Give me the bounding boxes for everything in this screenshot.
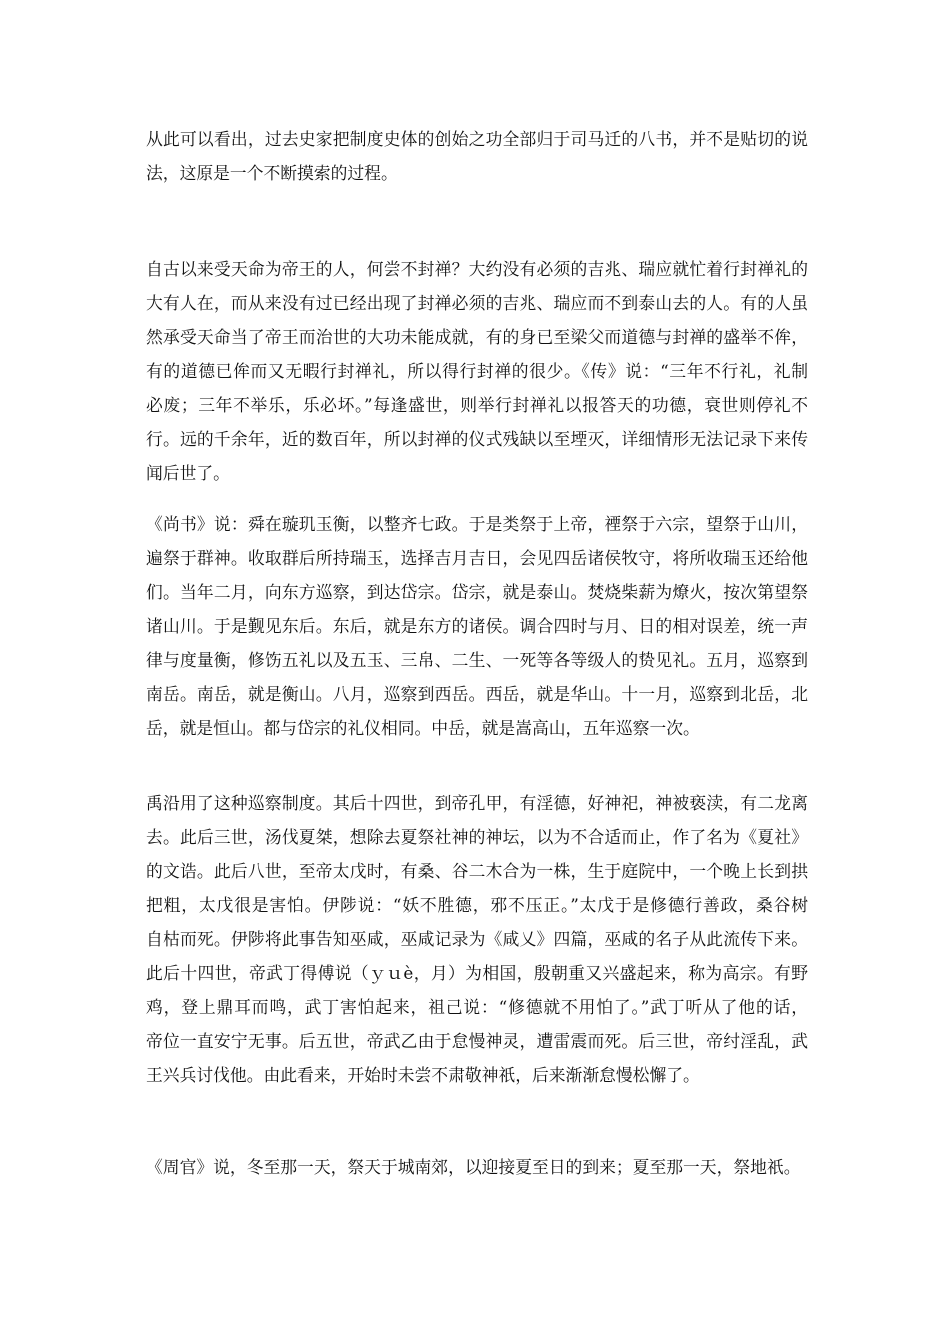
text-line: 然承受天命当了帝王而治世的大功未能成就，有的身已至梁父而道德与封禅的盛举不侔， xyxy=(146,327,808,347)
text-line: 禹沿用了这种巡察制度。其后十四世，到帝孔甲，有淫德，好神祀，神被亵渎，有二龙离 xyxy=(146,793,808,813)
text-line: 大有人在，而从来没有过已经出现了封禅必须的吉兆、瑞应而不到泰山去的人。有的人虽 xyxy=(146,293,808,313)
text-line: 把粗，太戊很是害怕。伊陟说：“妖不胜德，邪不压正。”太戊于是修德行善政，桑谷树 xyxy=(146,895,808,915)
paragraph-4 xyxy=(146,786,808,1092)
text-line: 律与度量衡，修饬五礼以及五玉、三帛、二生、一死等各等级人的贽见礼。五月，巡察到 xyxy=(146,650,808,670)
text-line: 王兴兵讨伐他。由此看来，开始时未尝不肃敬神祇，后来渐渐怠慢松懈了。 xyxy=(146,1065,700,1085)
paragraph-1 xyxy=(146,122,808,190)
text-line: 诸山川。于是觐见东后。东后，就是东方的诸侯。调合四时与月、日的相对误差，统一声 xyxy=(146,616,808,636)
text-line: 鸡，登上鼎耳而鸣，武丁害怕起来，祖己说：“修德就不用怕了。”武丁听从了他的话， xyxy=(146,997,808,1017)
text-line: 帝位一直安宁无事。后五世，帝武乙由于怠慢神灵，遭雷震而死。后三世，帝纣淫乱，武 xyxy=(146,1031,808,1051)
text-line: 去。此后三世，汤伐夏桀，想除去夏祭社神的神坛，以为不合适而止，作了名为《夏社》 xyxy=(146,827,808,847)
text-line: 岳，就是恒山。都与岱宗的礼仪相同。中岳，就是嵩高山，五年巡察一次。 xyxy=(146,718,700,738)
text-line: 有的道德已侔而又无暇行封禅礼，所以得行封禅的很少。《传》说：“三年不行礼，礼制 xyxy=(146,361,808,381)
text-line: 遍祭于群神。收取群后所持瑞玉，选择吉月吉日，会见四岳诸侯牧守，将所收瑞玉还给他 xyxy=(146,548,808,568)
text-line: 的文诰。此后八世，至帝太戊时，有桑、谷二木合为一株，生于庭院中，一个晚上长到拱 xyxy=(146,861,808,881)
text-line: 《尚书》说：舜在璇玑玉衡，以整齐七政。于是类祭于上帝，禋祭于六宗，望祭于山川， xyxy=(146,514,808,534)
paragraph-5 xyxy=(146,1150,808,1184)
text-line: 必废；三年不举乐，乐必坏。”每逢盛世，则举行封禅礼以报答天的功德，衰世则停礼不 xyxy=(146,395,808,415)
text-line: 闻后世了。 xyxy=(146,463,230,483)
text-line: 行。远的千余年，近的数百年，所以封禅的仪式残缺以至堙灭，详细情形无法记录下来传 xyxy=(146,429,808,449)
paragraph-2 xyxy=(146,252,808,490)
text-line: 法，这原是一个不断摸索的过程。 xyxy=(146,163,398,183)
text-line: 从此可以看出，过去史家把制度史体的创始之功全部归于司马迁的八书，并不是贴切的说 xyxy=(146,129,808,149)
text-line: 自古以来受天命为帝王的人，何尝不封禅？大约没有必须的吉兆、瑞应就忙着行封禅礼的 xyxy=(146,259,808,279)
text-line: 们。当年二月，向东方巡察，到达岱宗。岱宗，就是泰山。焚烧柴薪为燎火，按次第望祭 xyxy=(146,582,808,602)
paragraph-3 xyxy=(146,507,808,745)
text-line: 自枯而死。伊陟将此事告知巫咸，巫咸记录为《咸乂》四篇，巫咸的名子从此流传下来。 xyxy=(146,929,808,949)
text-line: 此后十四世，帝武丁得傅说（ｙｕè，月）为相国，殷朝重又兴盛起来，称为高宗。有野 xyxy=(146,963,808,983)
text-line: 《周官》说，冬至那一天，祭天于城南郊，以迎接夏至日的到来；夏至那一天，祭地祇。 xyxy=(146,1157,801,1177)
text-line: 南岳。南岳，就是衡山。八月，巡察到西岳。西岳，就是华山。十一月，巡察到北岳，北 xyxy=(146,684,808,704)
